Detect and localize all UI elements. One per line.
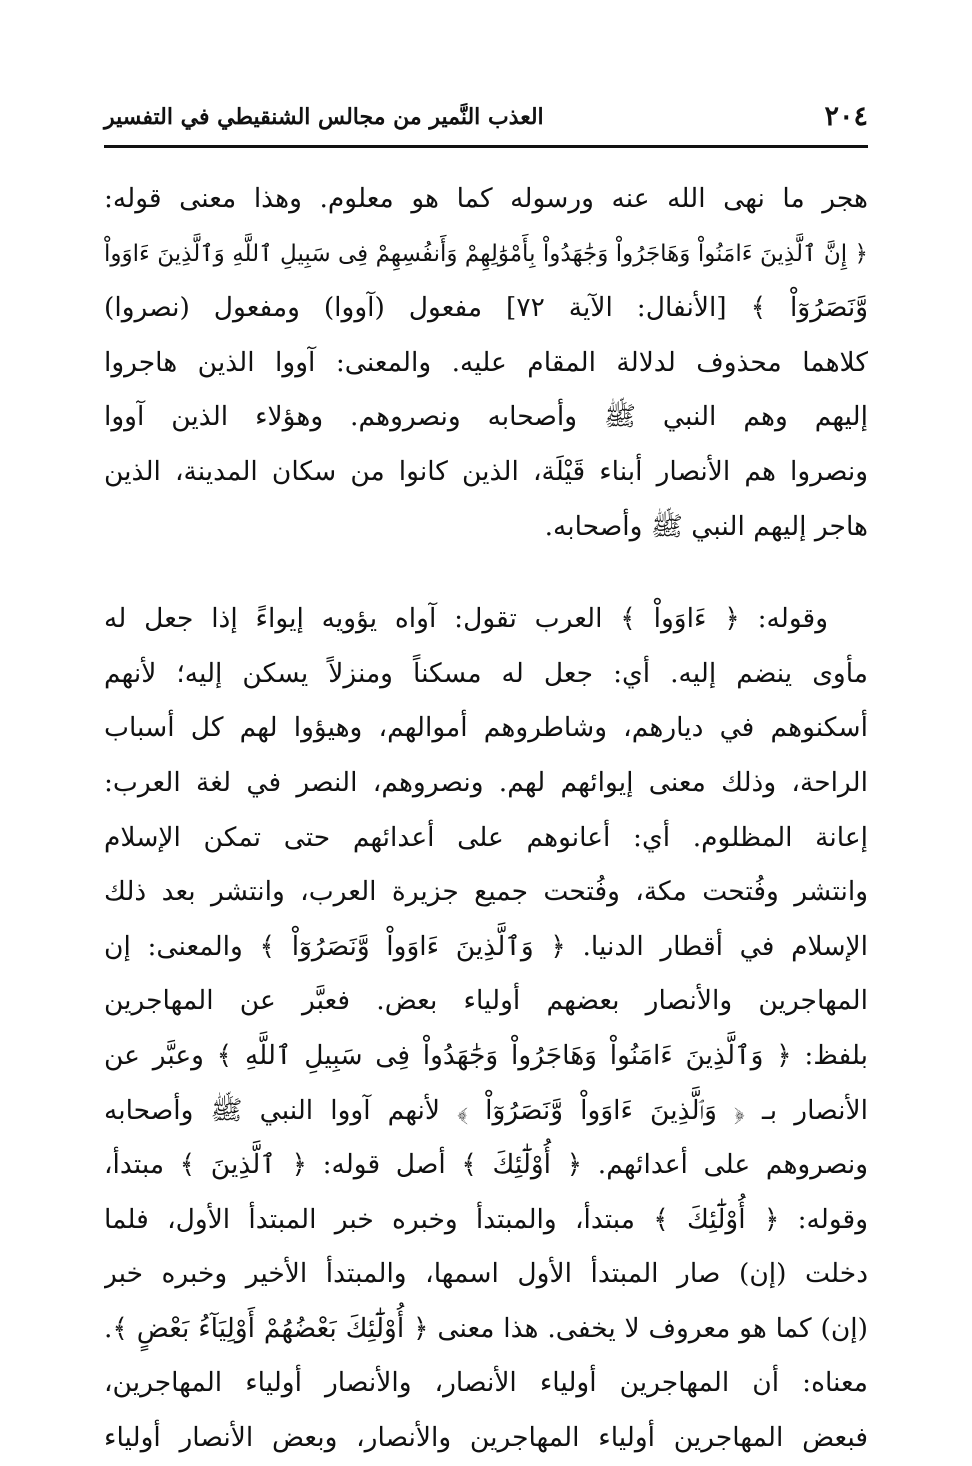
page-number: ٢٠٤ [824,101,868,132]
text-line: بلفظ: ﴿ وَٱلَّذِينَ ءَامَنُواْ وَهَاجَرُواْ وَجَٰهَدُواْ فِى سَبِيلِ ٱللَّهِ ﴾ وعبَّر عن [104,1039,868,1071]
header-rule [104,145,868,148]
text-line: مأوى ينضم إليه. أي: جعل له مسكناً ومنزلاً يسكن إليه؛ لأنهم [104,657,868,689]
text-line: معناه: أن المهاجرين أولياء الأنصار، والأنصار أولياء المهاجرين، [104,1367,868,1399]
text-line: دخلت (إن) صار المبتدأ الأول اسمها، والمبتدأ الأخير وخبره خبر [104,1258,868,1290]
text-line: وقوله: ﴿ أُوْلَٰٓئِكَ ﴾ مبتدأ، والمبتدأ وخبره خبر المبتدأ الأول، فلما [104,1203,868,1235]
paragraph-2 [104,592,868,1466]
text-line: إليهم وهم النبي ﷺ وأصحابه ونصروهم. وهؤلاء الذين آووا [104,401,868,433]
text-line: (إن) كما هو معروف لا يخفى. هذا معنى ﴿ أُوْلَٰٓئِكَ بَعْضُهُمْ أَوْلِيَآءُ بَعْضٍ ﴾. [104,1312,868,1344]
page-header [104,100,868,140]
text-line: إعانة المظلوم. أي: أعانوهم على أعدائهم حتى تمكن الإسلام [104,821,868,853]
text-line: وانتشر وفُتحت مكة، وفُتحت جميع جزيرة العرب، وانتشر بعد ذلك [104,876,868,908]
text-line: هجر ما نهى الله عنه ورسوله كما هو معلوم. وهذا معنى قوله: [104,183,868,214]
text-line: الأنصار بـ ﴿ وَٱلَّذِينَ ءَاوَواْ وَّنَصَرُوٓاْ ﴾ لأنهم آووا النبي ﷺ وأصحابه [104,1094,868,1126]
text-line: وَّنَصَرُوٓاْ ﴾ [الأنفال: الآية ٧٢] مفعول (آووا) ومفعول (نصروا) [104,292,868,324]
paragraph-1 [104,172,868,554]
text-line: المهاجرين والأنصار بعضهم أولياء بعض. فعبَّر عن المهاجرين [104,985,868,1017]
text-line: الإسلام في أقطار الدنيا. ﴿ وَٱلَّذِينَ ءَاوَواْ وَّنَصَرُوٓاْ ﴾ والمعنى: إن [104,930,868,962]
running-title: العذب النَّمير من مجالس الشنقيطي في التفسير [104,104,544,130]
text-line: الراحة، وذلك معنى إيوائهم لهم. ونصروهم، النصر في لغة العرب: [104,766,868,798]
text-line: ونصروهم على أعدائهم. ﴿ أُوْلَٰٓئِكَ ﴾ أصل قوله: ﴿ ٱلَّذِينَ ﴾ مبتدأ، [104,1149,868,1181]
page-body [104,172,868,1466]
text-line: هاجر إليهم النبي ﷺ وأصحابه. [544,510,868,542]
text-line: وقوله: ﴿ ءَاوَواْ ﴾ العرب تقول: آواه يؤويه إيواءً إذا جعل له [104,603,828,635]
text-line: فبعض المهاجرين أولياء المهاجرين والأنصار، وبعض الأنصار أولياء [104,1422,868,1454]
quran-verse-line: ﴿ إِنَّ ٱلَّذِينَ ءَامَنُواْ وَهَاجَرُواْ وَجَٰهَدُواْ بِأَمْوَٰلِهِمْ وَأَنفُسِهِمْ فِى سَبِيلِ ٱللَّهِ وَٱلَّذِينَ ءَاوَواْ [104,240,868,267]
text-line: أسكنوهم في ديارهم، وشاطروهم أموالهم، وهيؤوا لهم كل أسباب [104,712,868,744]
text-line: كلاهما محذوف لدلالة المقام عليه. والمعنى: آووا الذين هاجروا [104,346,868,378]
paragraph-gap [104,554,868,592]
text-line: ونصروا هم الأنصار أبناء قَيْلَة، الذين كانوا من سكان المدينة، الذين [104,455,868,487]
